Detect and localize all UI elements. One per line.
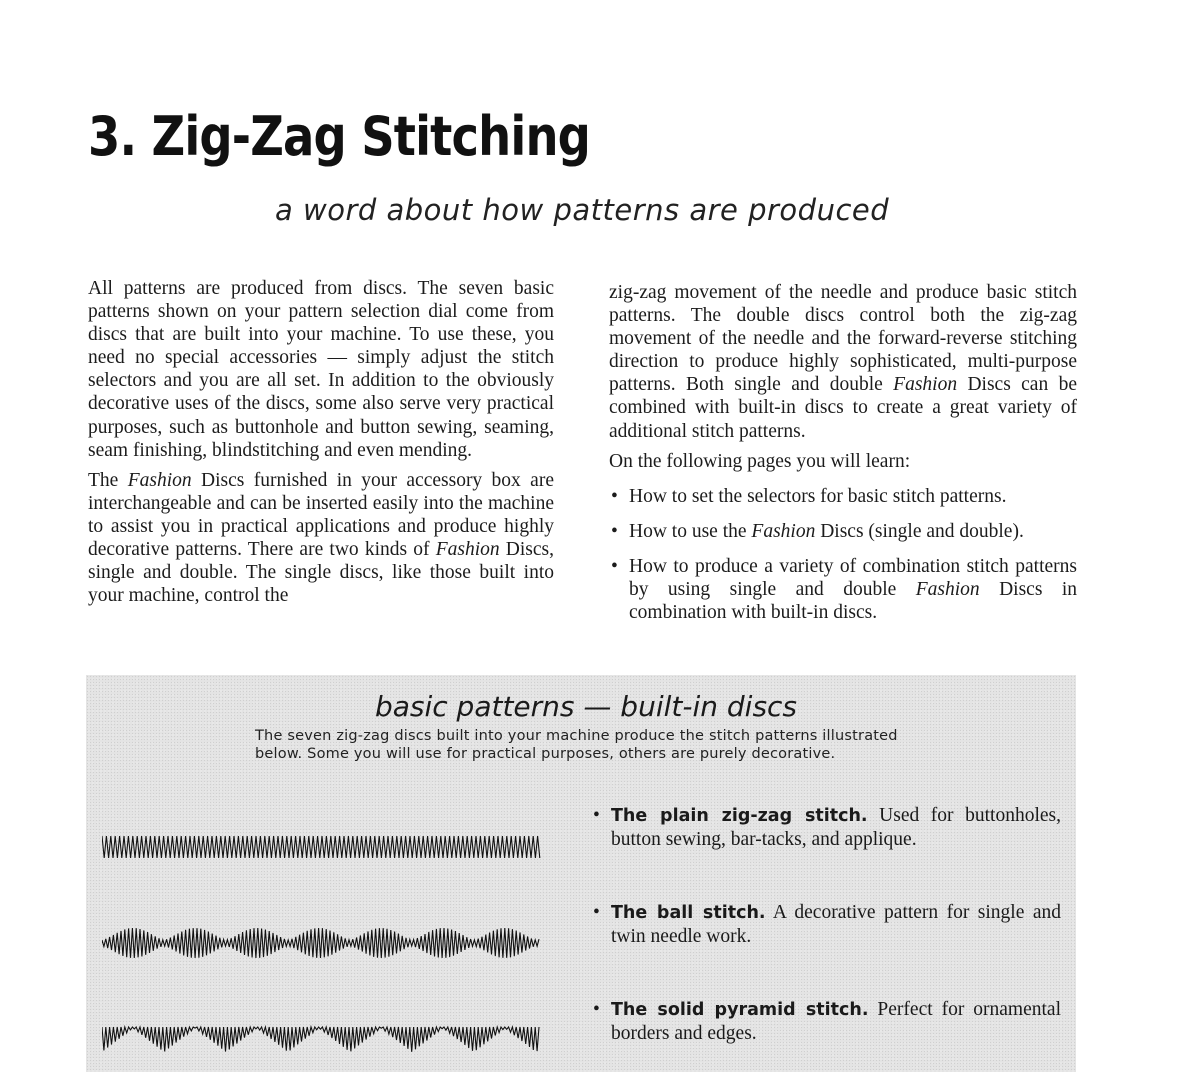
solid-pyramid-stitch-icon [102,1024,542,1058]
list-item: • How to use the Fashion Discs (single and double). [609,520,1077,543]
list-item: • How to produce a variety of combination stitch patterns by using single and double Fashion Discs in combination with built-in discs. [609,555,1077,624]
stitch-line [102,928,539,958]
basic-patterns-panel [86,675,1076,1072]
stitch-name: The plain zig-zag stitch. [611,806,868,826]
stitch-description: • The solid pyramid stitch. Perfect for ornamental borders and edges. [593,999,1061,1045]
page-subtitle: a word about how patterns are produced [275,193,890,227]
stitch-line [102,836,540,858]
list-item: • How to set the selectors for basic stitch patterns. [609,485,1077,508]
right-column [609,281,1077,636]
basic-patterns-intro: The seven zig-zag discs built into your machine produce the stitch patterns illustrated below. Some you will use for practical purposes, others are purely decorative. [255,728,898,762]
stitch-description: • The plain zig-zag stitch. Used for buttonholes, button sewing, bar-tacks, and applique. [593,805,1061,851]
stitch-name: The solid pyramid stitch. [611,1000,869,1020]
right-paragraph-1: zig-zag movement of the needle and produce basic stitch patterns. The double discs control both the zig-zag movement of the needle and the forward-reverse stitching direction to produce highly sophisticated, multi-purpose patterns. Both single and double Fashion Discs can be combined with built-in discs to create a great variety of additional stitch patterns. [609,282,1077,442]
learn-list [609,485,1077,624]
page-title: 3. Zig-Zag Stitching [88,105,591,168]
left-paragraph-2: The Fashion Discs furnished in your accessory box are interchangeable and can be inserted easily into the machine to assist you in practical applications and produce highly decorative patterns. There are two kinds of Fashion Discs, single and double. The single discs, like those built into your machine, control the [88,469,554,607]
left-column [88,277,554,614]
plain-zigzag-stitch-icon [102,832,542,862]
stitch-description: • The ball stitch. A decorative pattern for single and twin needle work. [593,902,1061,948]
basic-patterns-title: basic patterns — built-in discs [374,690,798,723]
learn-lead: On the following pages you will learn: [609,450,911,472]
stitch-name: The ball stitch. [611,903,766,923]
ball-stitch-icon [102,923,542,963]
stitch-line [102,1027,539,1052]
left-paragraph-1: All patterns are produced from discs. The seven basic patterns shown on your pattern selection dial come from discs that are built into your machine. To use these, you need no special accessories — simply adjust the stitch selectors and you are all set. In addition to the obviously decorative uses of the discs, some also serve very practical purposes, such as buttonhole and button sewing, seaming, seam finishing, blindstitching and even mending. [88,278,554,461]
